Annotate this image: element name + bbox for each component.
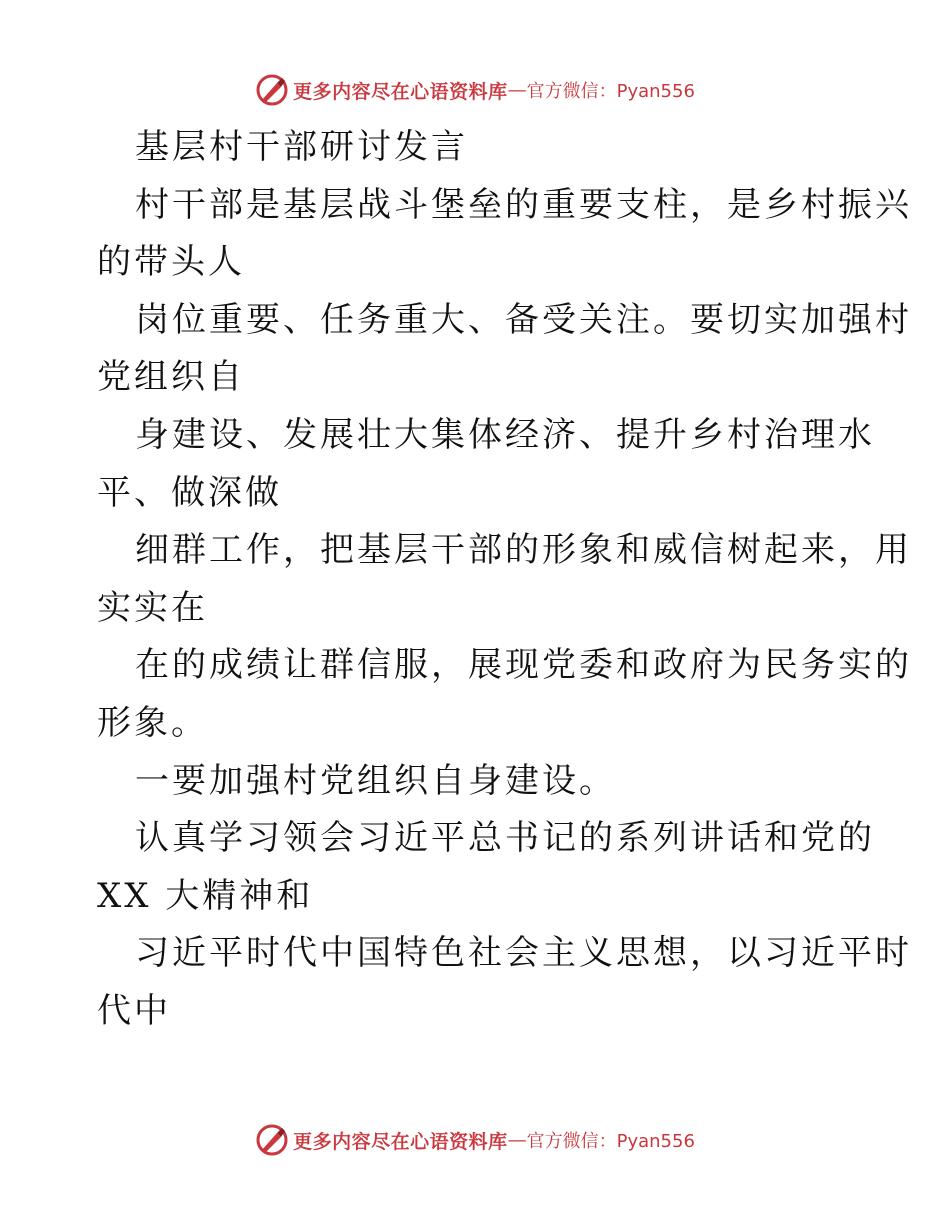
- text-line: 认真学习领会习近平总书记的系列讲话和党的: [135, 818, 875, 859]
- footer-watermark: [0, 1120, 950, 1160]
- watermark-wechat-label: 官方微信：Pyan556: [526, 1131, 695, 1152]
- paragraph: [97, 637, 912, 752]
- text-line: 细群工作，把基层干部的形象和威信树起来，用: [135, 530, 912, 571]
- watermark-wechat-label: 官方微信：Pyan556: [526, 81, 695, 102]
- text-line: 习近平时代中国特色社会主义思想，以习近平时: [135, 933, 912, 974]
- paragraph: [97, 753, 867, 811]
- text-line: 的带头人: [97, 242, 245, 283]
- text-line: 实实在: [97, 587, 208, 628]
- paragraph: [97, 292, 912, 407]
- pen-logo-icon: [255, 1123, 289, 1157]
- text-line: XX 大精神和: [97, 875, 314, 916]
- paragraph: [97, 522, 912, 637]
- paragraph: [97, 407, 875, 522]
- header-watermark: [0, 70, 950, 110]
- text-line: 在的成绩让群信服，展现党委和政府为民务实的: [135, 645, 912, 686]
- paragraph: [97, 119, 867, 177]
- pen-logo-icon: [255, 73, 289, 107]
- text-line: 党组织自: [97, 357, 245, 398]
- text-line: 代中: [97, 990, 171, 1031]
- text-line: 平、做深做: [97, 472, 282, 513]
- paragraph: [97, 925, 912, 1040]
- text-line: 基层村干部研讨发言: [135, 127, 468, 167]
- text-line: 村干部是基层战斗堡垒的重要支柱，是乡村振兴: [135, 184, 912, 225]
- watermark-separator: —: [507, 1129, 527, 1151]
- watermark-separator: —: [507, 79, 527, 101]
- watermark-main-text: 更多内容尽在心语资料库: [293, 1130, 508, 1153]
- paragraph: [97, 810, 875, 925]
- text-line: 一要加强村党组织自身建设。: [135, 760, 616, 801]
- paragraph: [97, 177, 912, 292]
- document-body: [97, 119, 912, 1041]
- text-line: 岗位重要、任务重大、备受关注。要切实加强村: [135, 299, 912, 340]
- text-line: 形象。: [97, 702, 208, 743]
- watermark-main-text: 更多内容尽在心语资料库: [293, 80, 508, 103]
- text-line: 身建设、发展壮大集体经济、提升乡村治理水: [135, 414, 875, 455]
